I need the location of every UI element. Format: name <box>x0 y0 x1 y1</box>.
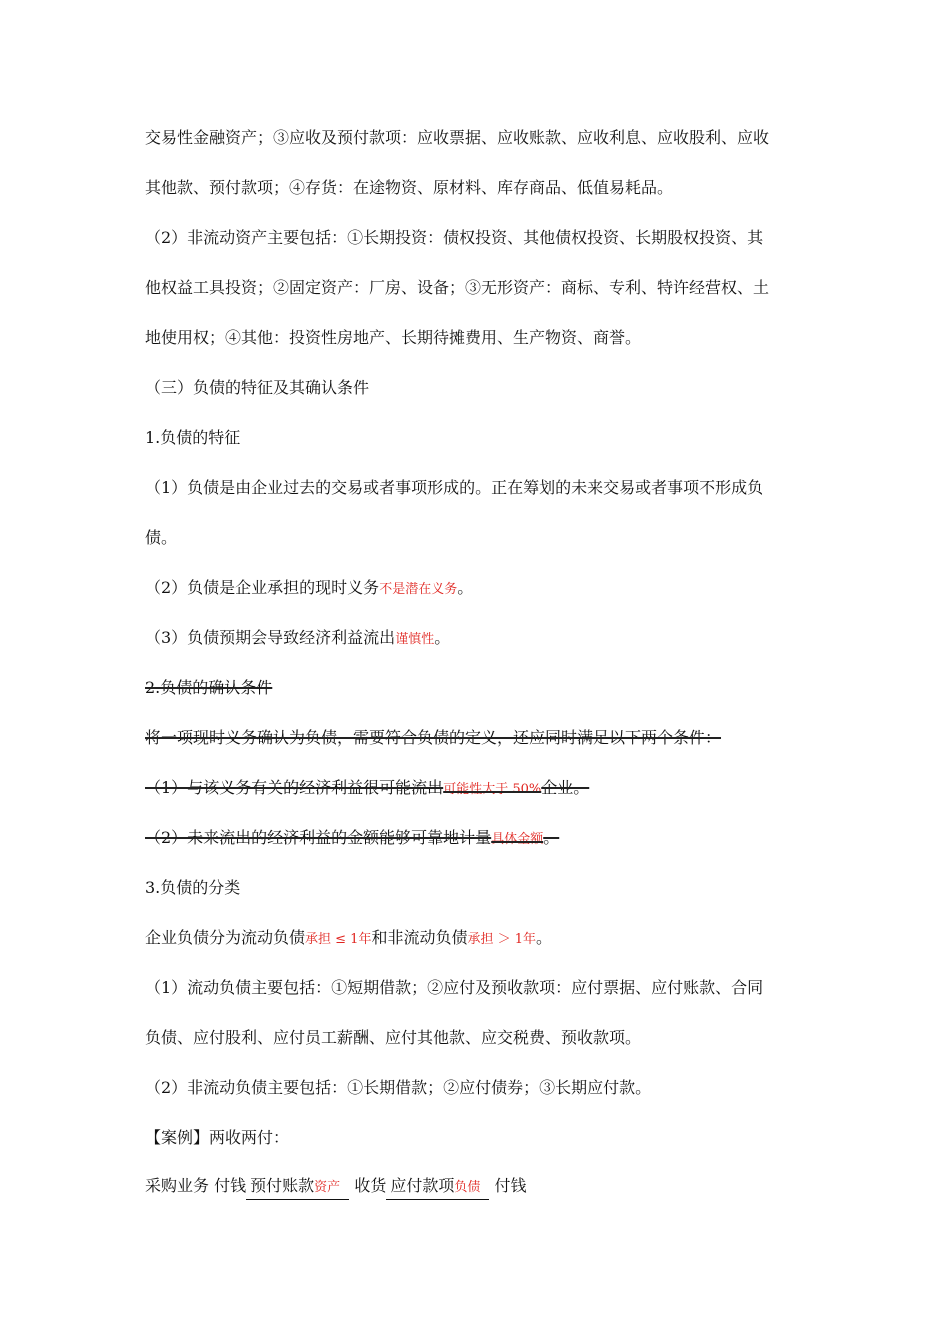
paragraph-noncurrent-liabilities: （2）非流动负债主要包括：①长期借款；②应付债券；③长期应付款。 <box>145 1078 652 1097</box>
paragraph-condition-2 <box>145 826 850 852</box>
section-heading-liabilities: （三）负债的特征及其确认条件 <box>145 378 370 397</box>
paragraph-feature-1: （1）负债是由企业过去的交易或者事项形成的。正在筹划的未来交易或者事项不形成负 <box>145 478 764 497</box>
case-text-c: 付钱 <box>494 1176 527 1195</box>
paragraph-current-liabilities: （1）流动负债主要包括：①短期借款；②应付及预收款项：应付票据、应付账款、合同 <box>145 978 764 997</box>
blank-payable <box>386 1175 489 1200</box>
condition-1-tail: 企业。 <box>541 778 590 797</box>
paragraph-feature-2 <box>145 576 850 602</box>
annotation-noncurrent-term: 承担 ＞ 1年 <box>467 932 537 947</box>
paragraph-other-assets: 地使用权；④其他：投资性房地产、长期待摊费用、生产物资、商誉。 <box>145 328 642 347</box>
condition-2-text: （2）未来流出的经济利益的金额能够可靠地计量 <box>145 828 492 847</box>
paragraph-feature-3 <box>145 626 850 652</box>
feature-3-text: （3）负债预期会导致经济利益流出 <box>145 628 396 647</box>
annotation-asset: 资产 <box>314 1180 341 1195</box>
paragraph-feature-1-cont: 债。 <box>145 528 178 547</box>
subheading-liability-classification: 3.负债的分类 <box>145 878 241 897</box>
paragraph-condition-1 <box>145 776 850 802</box>
annotation-specific-amount: 具体金额 <box>491 832 544 847</box>
feature-2-tail: 。 <box>457 578 474 597</box>
classification-tail: 。 <box>536 928 553 947</box>
condition-2-tail: 。 <box>543 828 560 847</box>
classification-text-b: 和非流动负债 <box>371 928 468 947</box>
paragraph-inventory: 其他款、预付款项；④存货：在途物资、原材料、库存商品、低值易耗品。 <box>145 178 674 197</box>
blank-prepaid-text: 预付账款 <box>250 1176 315 1195</box>
paragraph-noncurrent-assets: （2）非流动资产主要包括：①长期投资：债权投资、其他债权投资、长期股权投资、其 <box>145 228 764 247</box>
case-text-b: 收货 <box>354 1176 387 1195</box>
case-text-a: 采购业务 付钱 <box>145 1176 247 1195</box>
annotation-liability: 负债 <box>454 1180 481 1195</box>
feature-3-tail: 。 <box>434 628 451 647</box>
paragraph-recognition-intro: 将一项现时义务确认为负债，需要符合负债的定义，还应同时满足以下两个条件： <box>145 728 722 747</box>
blank-payable-text: 应付款项 <box>390 1176 455 1195</box>
paragraph-current-liabilities-cont: 负债、应付股利、应付员工薪酬、应付其他款、应交税费、预收款项。 <box>145 1028 642 1047</box>
paragraph-current-assets-cont: 交易性金融资产；③应收及预付款项：应收票据、应收账款、应收利息、应收股利、应收 <box>145 128 770 147</box>
annotation-not-potential: 不是潜在义务 <box>379 582 458 597</box>
case-heading: 【案例】两收两付： <box>145 1128 290 1147</box>
blank-prepaid <box>246 1175 349 1200</box>
subheading-recognition-conditions: 2.负债的确认条件 <box>145 678 273 697</box>
annotation-probability: 可能性大于 50% <box>443 782 542 797</box>
classification-text-a: 企业负债分为流动负债 <box>145 928 306 947</box>
subheading-liability-features: 1.负债的特征 <box>145 428 241 447</box>
paragraph-noncurrent-assets-cont: 他权益工具投资；②固定资产：厂房、设备；③无形资产：商标、专利、特许经营权、土 <box>145 278 770 297</box>
condition-1-text: （1）与该义务有关的经济利益很可能流出 <box>145 778 444 797</box>
paragraph-classification <box>145 926 850 952</box>
annotation-prudence: 谨慎性 <box>395 632 435 647</box>
paragraph-case-flow <box>145 1174 850 1200</box>
annotation-current-term: 承担 ≤ 1年 <box>305 932 372 947</box>
feature-2-text: （2）负债是企业承担的现时义务 <box>145 578 380 597</box>
